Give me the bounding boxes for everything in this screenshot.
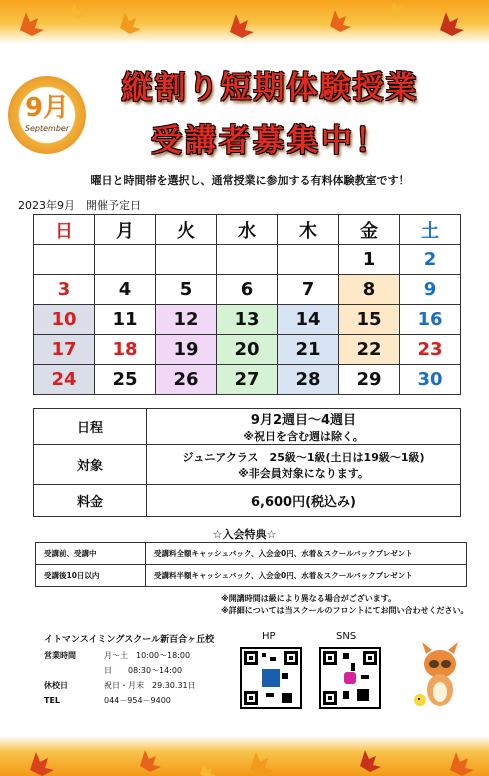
weekday-fri: 金 <box>339 215 400 245</box>
info-table <box>33 408 461 517</box>
calendar-week <box>34 365 461 395</box>
weekday-thu: 木 <box>278 215 339 245</box>
maple-leaf-icon <box>0 0 489 44</box>
perks-table <box>35 542 467 587</box>
badge-month: 9月 <box>24 93 70 123</box>
perk-row <box>36 565 467 587</box>
weekday-mon: 月 <box>95 215 156 245</box>
calendar-week <box>34 335 461 365</box>
closed-label: 休校日 <box>44 681 68 690</box>
calendar-day: 16 <box>400 305 461 335</box>
calendar-day: 1 <box>339 245 400 275</box>
calendar-header-row <box>34 215 461 245</box>
maple-leaf-icon <box>0 736 489 776</box>
hours-sunday: 日 08:30〜14:00 <box>104 666 183 675</box>
calendar-day: 2 <box>400 245 461 275</box>
fee-value: 6,600円(税込み) <box>147 485 461 517</box>
calendar-day: 8 <box>339 275 400 305</box>
hp-qr-code-icon[interactable] <box>240 647 302 709</box>
calendar-day: 30 <box>400 365 461 395</box>
calendar-day: 10 <box>34 305 95 335</box>
schedule-cell <box>147 409 461 445</box>
info-row-target <box>34 445 461 485</box>
calendar-day: 7 <box>278 275 339 305</box>
calendar-day: 26 <box>156 365 217 395</box>
calendar-week <box>34 305 461 335</box>
autumn-leaves-bottom-banner <box>0 736 489 776</box>
calendar-day: 12 <box>156 305 217 335</box>
tel-label: TEL <box>44 696 61 705</box>
weekday-wed: 水 <box>217 215 278 245</box>
badge-month-en: September <box>24 124 70 133</box>
calendar-day: 13 <box>217 305 278 335</box>
school-name: イトマンスイミングスクール新百合ヶ丘校 <box>44 635 215 645</box>
autumn-leaves-top-banner <box>0 0 489 44</box>
notes <box>221 593 468 617</box>
subtitle: 曜日と時間帯を選択し、通常授業に参加する有料体験教室です！ <box>90 174 410 187</box>
hours-weekday: 月〜土 10:00〜18:00 <box>104 651 191 660</box>
fee-label: 料金 <box>34 485 147 517</box>
perk-row <box>36 543 467 565</box>
calendar-day: 15 <box>339 305 400 335</box>
schedule-label: 日程 <box>34 409 147 445</box>
calendar-day: 27 <box>217 365 278 395</box>
calendar-week <box>34 245 461 275</box>
tel-value: 044－954－9400 <box>104 696 171 705</box>
calendar-day: 21 <box>278 335 339 365</box>
calendar-day: 17 <box>34 335 95 365</box>
calendar-day: 3 <box>34 275 95 305</box>
calendar-day: 29 <box>339 365 400 395</box>
perks-title: ☆入会特典☆ <box>212 528 277 541</box>
calendar-day <box>156 245 217 275</box>
perk-text: 受講料半額キャッシュバック、入会金0円、水着＆スクールバックプレゼント <box>146 565 467 587</box>
calendar-day: 24 <box>34 365 95 395</box>
target-label: 対象 <box>34 445 147 485</box>
headline-title: 縦割り短期体験授業 <box>121 70 419 106</box>
schedule-main: 9月2週目〜4週目 <box>250 413 357 428</box>
month-badge <box>8 76 86 154</box>
calendar-day <box>95 245 156 275</box>
school-hours <box>44 648 224 708</box>
note-line: ※詳細については当スクールのフロントにてお問い合わせください。 <box>221 606 469 615</box>
calendar-day: 6 <box>217 275 278 305</box>
calendar-day: 11 <box>95 305 156 335</box>
note-line: ※開講時間は級により異なる場合がございます。 <box>221 594 397 603</box>
calendar-day: 25 <box>95 365 156 395</box>
info-row-fee <box>34 485 461 517</box>
target-note: ※非会員対象になります。 <box>238 466 369 480</box>
closed-value: 祝日・月末 29.30.31日 <box>104 681 196 690</box>
target-main: ジュニアクラス 25級〜1級(土日は19級〜1級) <box>182 450 425 464</box>
hp-label: HP <box>262 631 276 642</box>
calendar-day: 4 <box>95 275 156 305</box>
schedule-note: ※祝日を含む週は除く。 <box>243 430 364 443</box>
calendar-day <box>34 245 95 275</box>
weekday-tue: 火 <box>156 215 217 245</box>
mascot-raccoon-icon <box>410 642 468 710</box>
calendar-day: 28 <box>278 365 339 395</box>
info-row-schedule <box>34 409 461 445</box>
perk-label: 受講前、受講中 <box>36 543 146 565</box>
weekday-sat: 土 <box>400 215 461 245</box>
calendar-day: 5 <box>156 275 217 305</box>
calendar-day: 14 <box>278 305 339 335</box>
calendar-day: 9 <box>400 275 461 305</box>
calendar-day: 20 <box>217 335 278 365</box>
calendar-day <box>278 245 339 275</box>
calendar <box>33 214 461 395</box>
calendar-day <box>217 245 278 275</box>
sns-qr-code-icon[interactable] <box>319 647 381 709</box>
calendar-day: 23 <box>400 335 461 365</box>
target-cell <box>147 445 461 485</box>
calendar-day: 18 <box>95 335 156 365</box>
calendar-day: 22 <box>339 335 400 365</box>
weekday-sun: 日 <box>34 215 95 245</box>
perk-label: 受講後10日以内 <box>36 565 146 587</box>
perk-text: 受講料全額キャッシュバック、入会金0円、水着＆スクールバックプレゼント <box>146 543 467 565</box>
sns-label: SNS <box>336 631 357 642</box>
headline-recruiting: 受講者募集中！ <box>151 123 389 159</box>
date-label: 2023年9月 開催予定日 <box>18 199 141 212</box>
calendar-day: 19 <box>156 335 217 365</box>
hours-label: 営業時間 <box>44 651 76 660</box>
calendar-week <box>34 275 461 305</box>
